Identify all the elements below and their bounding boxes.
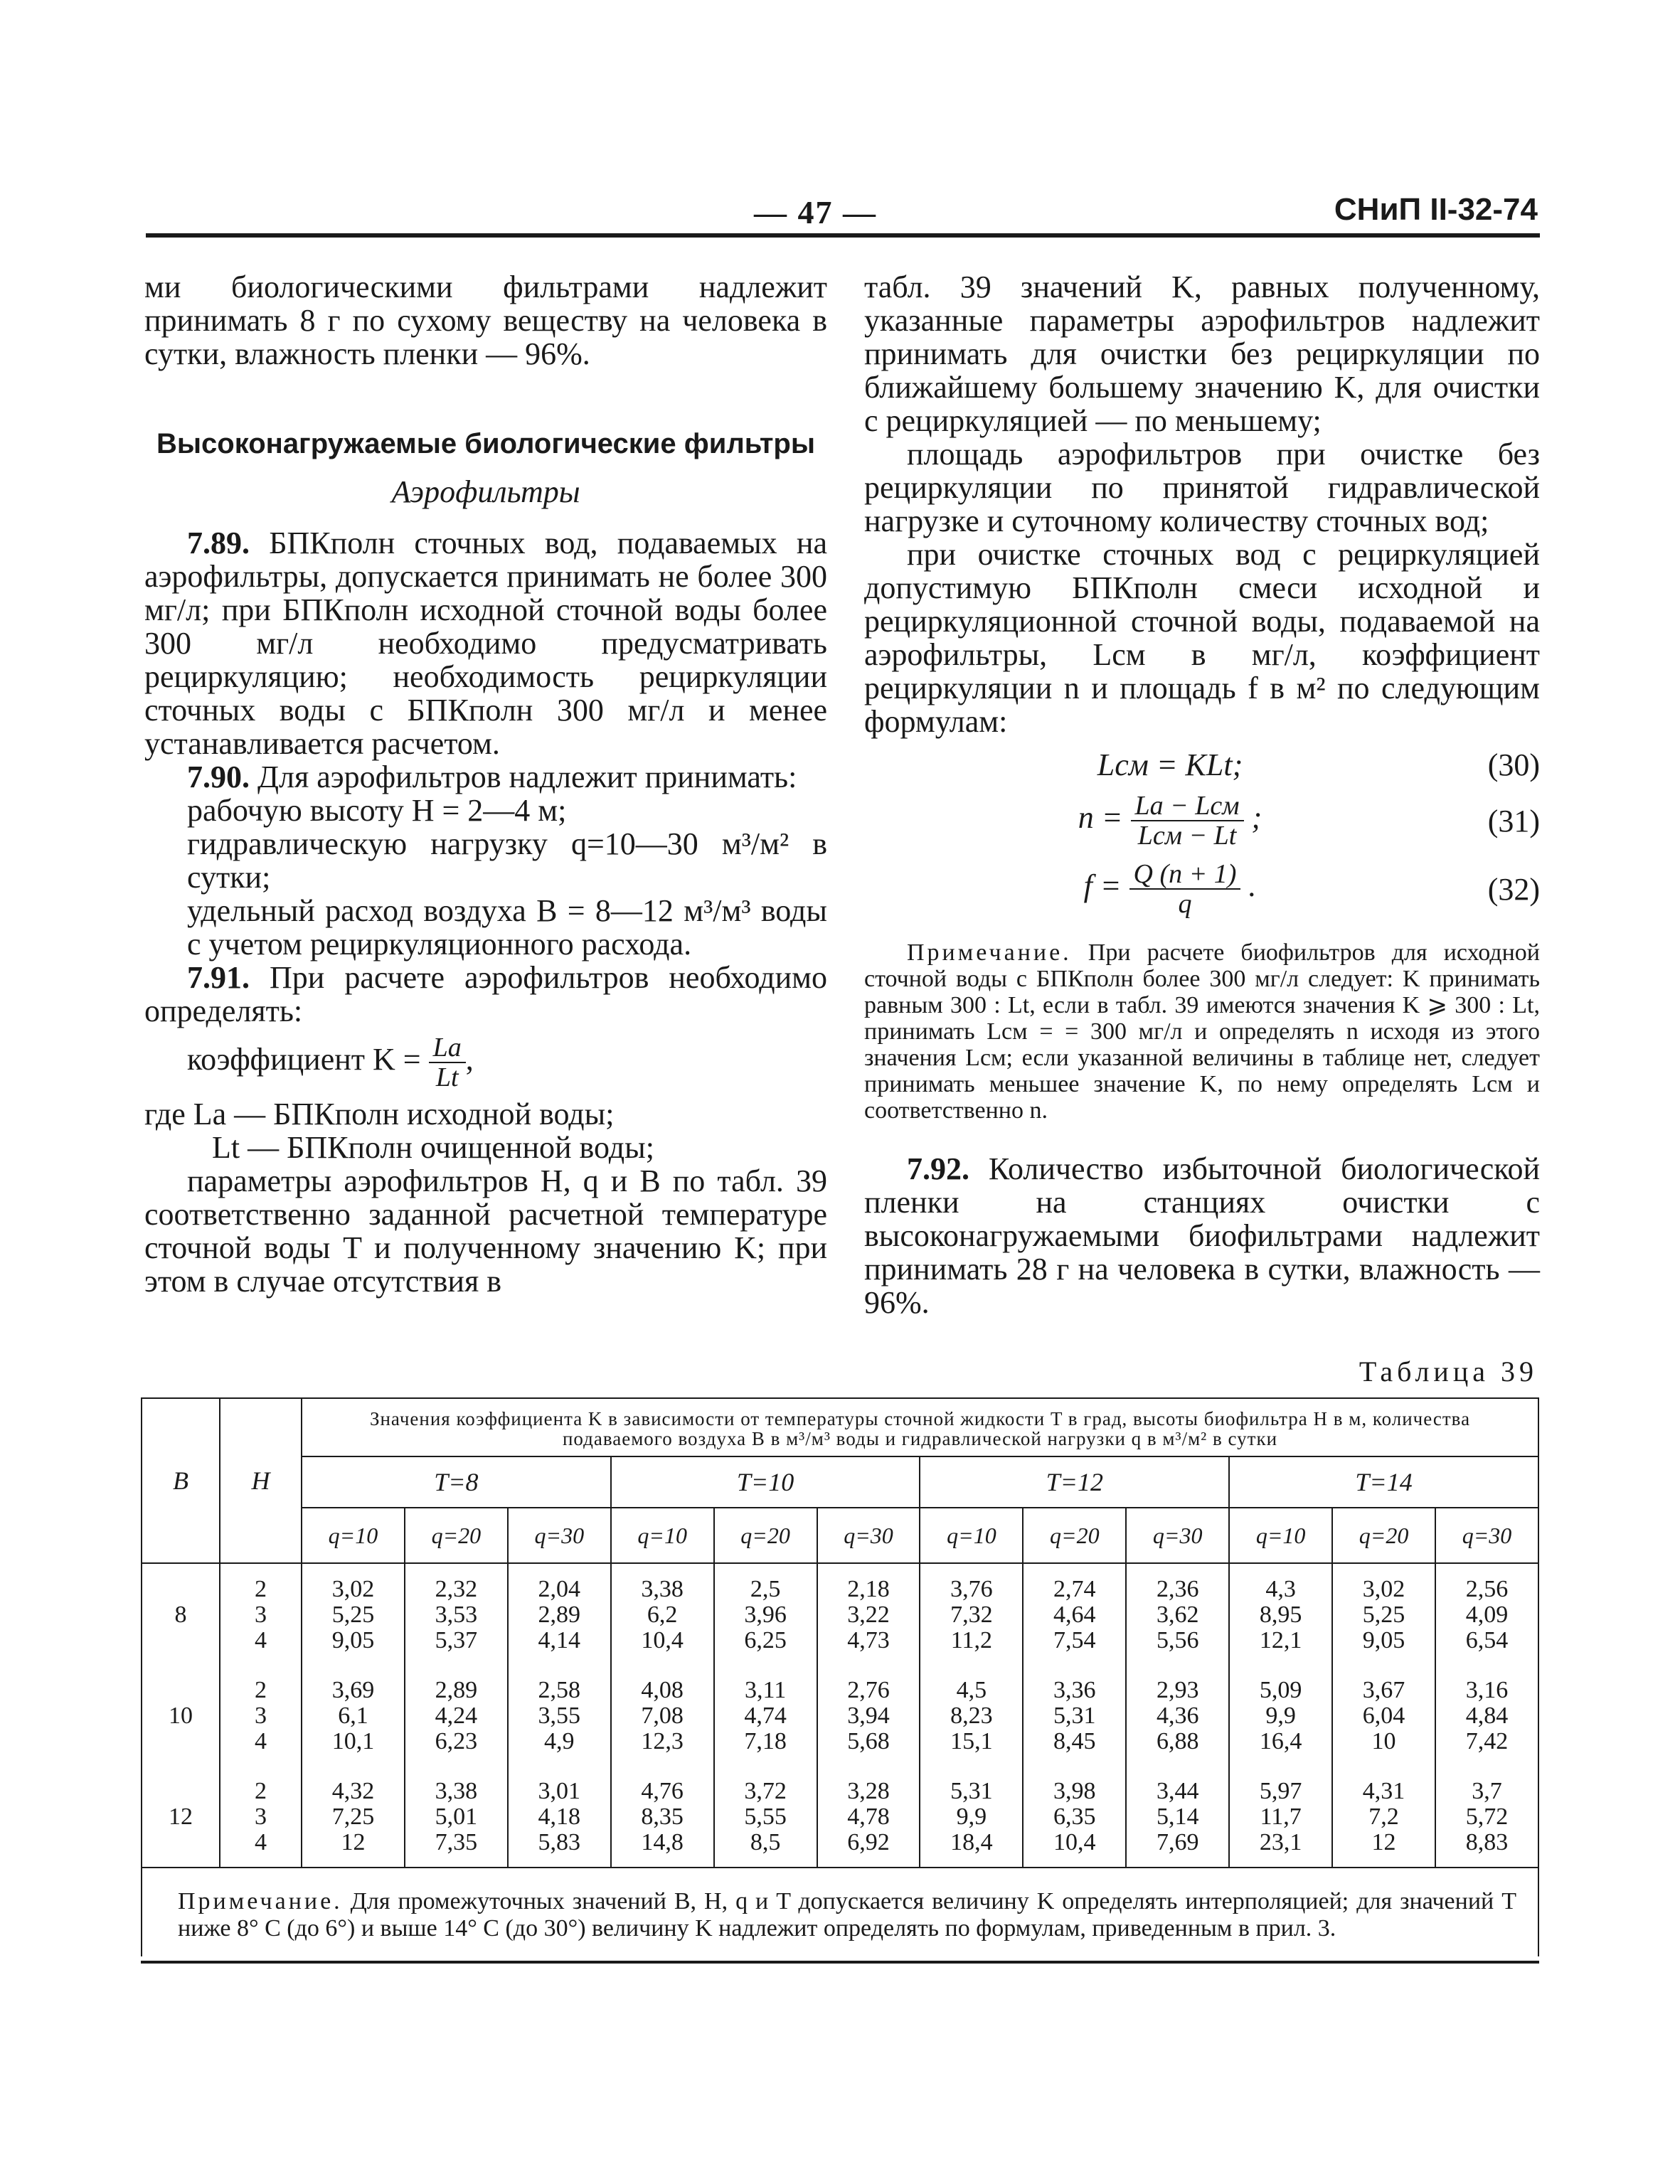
cell-k: [1332, 1563, 1435, 1665]
k-value: 7,69: [1156, 1829, 1199, 1855]
k-value: 8,5: [750, 1829, 781, 1855]
note-label: Примечание.: [907, 939, 1072, 966]
coefficient-formula: коэффициент K = $\frac{La}{Lt}$ ,: [187, 1033, 474, 1092]
k-value: 6,23: [435, 1728, 478, 1754]
k-value: 6,04: [1362, 1703, 1405, 1729]
k-value: 14,8: [641, 1829, 684, 1855]
table-row: [142, 1766, 1538, 1867]
k-value: 5,25: [331, 1602, 375, 1628]
k-value: 5,31: [1053, 1703, 1096, 1729]
k-value: 7,35: [435, 1829, 478, 1855]
k-value: 3,53: [435, 1602, 478, 1628]
cell-k: [405, 1665, 508, 1766]
k-value: 7,18: [744, 1728, 787, 1754]
k-value: 3,11: [744, 1677, 787, 1703]
cell-h-value: 2: [255, 1576, 267, 1602]
clause-number: 7.90.: [187, 760, 250, 794]
cell-k: [1435, 1563, 1538, 1665]
k-value: 5,83: [538, 1829, 581, 1855]
k-value: 8,35: [641, 1804, 684, 1830]
k-value: 3,62: [1156, 1602, 1199, 1628]
k-value: 2,32: [435, 1576, 478, 1602]
clause-text: Количество избыточной биологической пленки на станциях очистки с высоконагружаемыми биофильтрами надлежит принимать 28 г на человека в сутки, влажность — 96%.: [864, 1151, 1540, 1320]
k-value: 4,09: [1465, 1602, 1509, 1628]
k-value: 3,44: [1156, 1778, 1199, 1804]
cell-k: [714, 1665, 817, 1766]
k-value: 9,9: [956, 1804, 987, 1830]
load-header: q=20: [714, 1508, 817, 1563]
cell-k: [1229, 1665, 1332, 1766]
k-value: 4,36: [1156, 1703, 1199, 1729]
load-header: q=10: [302, 1508, 405, 1563]
clause-number: 7.92.: [907, 1151, 969, 1186]
k-value: 4,5: [956, 1677, 987, 1703]
cell-k: [1332, 1665, 1435, 1766]
table-39: [141, 1397, 1539, 1964]
cell-k: [1126, 1563, 1229, 1665]
k-value: 4,08: [641, 1677, 684, 1703]
temperature-header-row: [142, 1456, 1538, 1508]
cell-k: [920, 1665, 1023, 1766]
cell-k: [1435, 1665, 1538, 1766]
load-header: q=10: [611, 1508, 714, 1563]
k-value: 6,2: [647, 1602, 678, 1628]
load-header: q=10: [1229, 1508, 1332, 1563]
cell-h-value: 2: [255, 1778, 267, 1804]
clause-text: БПКполн сточных вод, подаваемых на аэрофильтры, допускается принимать не более 300 мг/л; при БПКполн исходной сточной воды более 300 мг/л необходимо предусматривать рециркуляцию; необходимость рециркуляции сточных воды с БПКполн 300 мг/л и менее устанавливается расчетом.: [144, 526, 827, 761]
formula-32-number: (32): [1487, 871, 1540, 907]
k-value: 3,67: [1362, 1677, 1405, 1703]
fraction-numerator: La − Lсм: [1131, 792, 1244, 821]
cell-h-value: 4: [255, 1627, 267, 1653]
fraction-denominator: Lt: [435, 1062, 459, 1092]
k-value: 9,05: [1362, 1627, 1405, 1653]
cell-k: [302, 1665, 405, 1766]
cell-k: [1023, 1766, 1126, 1867]
k-value: 4,31: [1362, 1778, 1405, 1804]
k-value: 6,1: [338, 1703, 368, 1729]
k-value: 3,98: [1053, 1778, 1096, 1804]
k-value: 10,4: [641, 1627, 684, 1653]
k-value: 3,16: [1465, 1677, 1509, 1703]
cell-h: [220, 1563, 302, 1665]
formula-31: n = $\frac{\text{La − Lсм}}{\text{Lсм − Lt}}$ ; (31): [1078, 791, 1540, 851]
k-value: 4,3: [1265, 1576, 1296, 1602]
where-la: где La — БПКполн исходной воды;: [144, 1097, 615, 1131]
cell-k: [611, 1563, 714, 1665]
k-value: 3,38: [641, 1576, 684, 1602]
formula-31-fraction: [1131, 792, 1244, 850]
cell-k: [611, 1766, 714, 1867]
cell-k: [1332, 1766, 1435, 1867]
temperature-header: T=14: [1229, 1456, 1538, 1508]
k-value: 7,54: [1053, 1627, 1096, 1653]
cell-k: [1435, 1766, 1538, 1867]
k-value: 4,74: [744, 1703, 787, 1729]
clause-7-90-item-height: рабочую высоту H = 2—4 м;: [187, 793, 567, 828]
k-value: 5,72: [1465, 1804, 1509, 1830]
k-value: 8,23: [950, 1703, 993, 1729]
cell-k: [920, 1563, 1023, 1665]
k-value: 4,73: [847, 1627, 890, 1653]
k-value: 5,68: [847, 1728, 890, 1754]
load-header: q=30: [817, 1508, 920, 1563]
k-value: 10: [1371, 1728, 1396, 1754]
clause-text: Для аэрофильтров надлежит принимать:: [257, 760, 797, 794]
cell-k: [1126, 1665, 1229, 1766]
k-value: 3,7: [1472, 1778, 1502, 1804]
cell-k: [302, 1766, 405, 1867]
cell-k: [1023, 1665, 1126, 1766]
k-value: 3,38: [435, 1778, 478, 1804]
cell-k: [714, 1563, 817, 1665]
temperature-header: T=12: [920, 1456, 1229, 1508]
table-bottom-rule: [141, 1961, 1539, 1964]
cell-k: [817, 1665, 920, 1766]
fraction-denominator: q: [1178, 889, 1192, 919]
coefficient-fraction: [429, 1033, 466, 1092]
cell-h-value: 3: [255, 1602, 267, 1628]
k-value: 3,55: [538, 1703, 581, 1729]
load-header-row: [142, 1508, 1538, 1563]
k-value: 4,18: [538, 1804, 581, 1830]
clause-number: 7.89.: [187, 526, 250, 560]
cell-k: [1023, 1563, 1126, 1665]
k-value: 4,84: [1465, 1703, 1509, 1729]
k-value: 18,4: [950, 1829, 993, 1855]
k-value: 6,25: [744, 1627, 787, 1653]
k-value: 7,25: [331, 1804, 375, 1830]
formula-32: f = $\frac{Q (n + 1)}{q}$ . (32): [1083, 859, 1540, 919]
cell-b: 8: [142, 1563, 220, 1665]
clause-number: 7.91.: [187, 960, 250, 995]
k-value: 4,76: [641, 1778, 684, 1804]
k-value: 4,14: [538, 1627, 581, 1653]
k-value: 2,36: [1156, 1576, 1199, 1602]
formula-32-fraction: [1129, 860, 1241, 918]
k-value: 3,72: [744, 1778, 787, 1804]
column-header-b: B: [142, 1398, 220, 1563]
load-header: q=30: [1126, 1508, 1229, 1563]
fraction-numerator: Q (n + 1): [1129, 860, 1241, 890]
table-row: [142, 1665, 1538, 1766]
k-value: 2,89: [435, 1677, 478, 1703]
clause-7-90-item-air: удельный расход воздуха B = 8—12 м³/м³ воды с учетом рециркуляционного расхода.: [187, 893, 827, 962]
k-value: 6,88: [1156, 1728, 1199, 1754]
k-value: 5,14: [1156, 1804, 1199, 1830]
cell-b: 10: [142, 1665, 220, 1766]
cell-k: [714, 1766, 817, 1867]
k-value: 4,32: [331, 1778, 375, 1804]
table-caption: Значения коэффициента K в зависимости от температуры сточной жидкости T в град, высоты биофильтра H в м, количества подаваемого воздуха B в м³/м³ воды и гидравлической нагрузки q в м³/м² в сутки: [302, 1398, 1538, 1456]
k-value: 6,35: [1053, 1804, 1096, 1830]
k-value: 5,37: [435, 1627, 478, 1653]
formula-32-lhs: f =: [1083, 868, 1122, 904]
parameters-paragraph: параметры аэрофильтров H, q и B по табл. 39 соответственно заданной расчетной температуре сточной воды T и полученному значению K; при этом в случае отсутствия в: [144, 1163, 827, 1299]
k-value: 4,64: [1053, 1602, 1096, 1628]
k-value: 2,18: [847, 1576, 890, 1602]
k-value: 3,76: [950, 1576, 993, 1602]
k-value: 2,58: [538, 1677, 581, 1703]
load-header: q=20: [405, 1508, 508, 1563]
k-value: 2,56: [1465, 1576, 1509, 1602]
k-value: 3,01: [538, 1778, 581, 1804]
k-value: 4,24: [435, 1703, 478, 1729]
k-value: 4,9: [544, 1728, 575, 1754]
cell-k: [1229, 1563, 1332, 1665]
fraction-numerator: La: [429, 1033, 466, 1063]
cell-k: [1126, 1766, 1229, 1867]
formula-note: [864, 939, 1540, 1124]
temperature-header: T=10: [611, 1456, 920, 1508]
clause-7-92: [864, 1152, 1540, 1319]
where-lt: Lt — БПКполн очищенной воды;: [212, 1130, 654, 1165]
cell-k: [302, 1563, 405, 1665]
k-value: 12: [341, 1829, 366, 1855]
cell-h: [220, 1766, 302, 1867]
k-value: 5,56: [1156, 1627, 1199, 1653]
k-value: 8,45: [1053, 1728, 1096, 1754]
k-value: 2,76: [847, 1677, 890, 1703]
table-body: [142, 1563, 1538, 1867]
coefficient-label: коэффициент K =: [187, 1042, 421, 1077]
k-value: 5,97: [1259, 1778, 1302, 1804]
k-value: 23,1: [1259, 1829, 1302, 1855]
subsection-title: Аэрофильтры: [391, 474, 580, 509]
table-label: Таблица 39: [1359, 1355, 1538, 1387]
k-value: 12,3: [641, 1728, 684, 1754]
k-value: 3,28: [847, 1778, 890, 1804]
table-note-text: Для промежуточных значений B, H, q и T допускается величину K определять интерполяцией; для значений T ниже 8° C (до 6°) и выше 14° C (до 30°) величину K надлежит определять по формулам, приведенным в прил. 3.: [178, 1888, 1516, 1941]
cell-k: [405, 1766, 508, 1867]
table-note-label: Примечание.: [178, 1888, 343, 1914]
k-value: 2,5: [750, 1576, 781, 1602]
cell-b: 12: [142, 1766, 220, 1867]
table-note: [141, 1867, 1539, 1956]
k-value: 5,01: [435, 1804, 478, 1830]
formula-31-lhs: n =: [1078, 800, 1123, 836]
k-value: 11,7: [1260, 1804, 1302, 1830]
section-title: Высоконагружаемые биологические фильтры: [156, 428, 815, 459]
cell-k: [817, 1766, 920, 1867]
k-value: 8,83: [1465, 1829, 1509, 1855]
k-value: 7,2: [1368, 1804, 1399, 1830]
k-value: 5,31: [950, 1778, 993, 1804]
header-rule: [146, 233, 1540, 238]
load-header: q=20: [1023, 1508, 1126, 1563]
k-value: 5,55: [744, 1804, 787, 1830]
k-value: 2,89: [538, 1602, 581, 1628]
formula-31-number: (31): [1487, 803, 1540, 838]
formula-30-expression: Lсм = KLt;: [1097, 747, 1243, 782]
cell-k: [508, 1766, 611, 1867]
k-value: 9,9: [1265, 1703, 1296, 1729]
clause-7-89: [144, 526, 827, 760]
cell-h-value: 4: [255, 1829, 267, 1855]
fraction-denominator: Lсм − Lt: [1137, 821, 1237, 851]
k-value: 5,25: [1362, 1602, 1405, 1628]
k-value: 3,02: [1362, 1576, 1405, 1602]
formula-30: [864, 748, 1540, 782]
cell-k: [508, 1665, 611, 1766]
k-value: 3,96: [744, 1602, 787, 1628]
k-value: 7,08: [641, 1703, 684, 1729]
right-continuation-paragraph: табл. 39 значений K, равных полученному, указанные параметры аэрофильтров надлежит принимать для очистки без рециркуляции по ближайшему большему значению K, для очистки с рециркуляцией — по меньшему;: [864, 270, 1540, 438]
temperature-header: T=8: [302, 1456, 611, 1508]
k-value: 3,36: [1053, 1677, 1096, 1703]
clause-7-90-item-load: гидравлическую нагрузку q=10—30 м³/м² в сутки;: [187, 826, 827, 895]
clause-7-90: [144, 760, 827, 794]
load-header: q=20: [1332, 1508, 1435, 1563]
table-row: [142, 1563, 1538, 1665]
clause-text: При расчете аэрофильтров необходимо определять:: [144, 960, 827, 1028]
k-value: 3,22: [847, 1602, 890, 1628]
cell-k: [405, 1563, 508, 1665]
load-header: q=10: [920, 1508, 1023, 1563]
cell-k: [920, 1766, 1023, 1867]
k-value: 11,2: [950, 1627, 993, 1653]
load-header: q=30: [508, 1508, 611, 1563]
k-value: 6,54: [1465, 1627, 1509, 1653]
k-value: 10,4: [1053, 1829, 1096, 1855]
cell-h-value: 4: [255, 1728, 267, 1754]
left-continuation-paragraph: ми биологическими фильтрами надлежит принимать 8 г по сухому веществу на человека в сутки, влажность пленки — 96%.: [144, 270, 827, 371]
k-value: 7,42: [1465, 1728, 1509, 1754]
formula-30-number: (30): [1487, 747, 1540, 782]
k-value: 3,69: [331, 1677, 375, 1703]
cell-h-value: 2: [255, 1677, 267, 1703]
k-value: 10,1: [331, 1728, 375, 1754]
cell-h-value: 3: [255, 1703, 267, 1729]
page-number: — 47 —: [754, 194, 877, 230]
k-value: 12,1: [1259, 1627, 1302, 1653]
right-column: [864, 270, 1540, 1319]
cell-k: [1229, 1766, 1332, 1867]
k-value: 3,94: [847, 1703, 890, 1729]
note-text: При расчете биофильтров для исходной сточной воды с БПКполн более 300 мг/л следует: K принимать равным 300 : Lt, если в табл. 39 имеются значения K ⩾ 300 : Lt, принимать Lсм = = 300 мг/л и определять n исходя из этого значения Lсм; если указанной величины в таблице нет, следует принимать меньшее значение K, по нему определять Lсм и соответственно n.: [864, 939, 1540, 1124]
k-value: 8,95: [1259, 1602, 1302, 1628]
k-value: 15,1: [950, 1728, 993, 1754]
k-value: 3,02: [331, 1576, 375, 1602]
area-paragraph: площадь аэрофильтров при очистке без рециркуляции по принятой гидравлической нагрузке и суточному количеству сточных вод;: [864, 437, 1540, 538]
coefficient-table: [141, 1397, 1539, 1867]
k-value: 2,04: [538, 1576, 581, 1602]
clause-7-91: [144, 961, 827, 1028]
column-header-h: H: [220, 1398, 302, 1563]
k-value: 9,05: [331, 1627, 375, 1653]
k-value: 2,74: [1053, 1576, 1096, 1602]
cell-h: [220, 1665, 302, 1766]
k-value: 7,32: [950, 1602, 993, 1628]
load-header: q=30: [1435, 1508, 1538, 1563]
cell-k: [508, 1563, 611, 1665]
recirculation-paragraph: при очистке сточных вод с рециркуляцией допустимую БПКполн смеси исходной и рециркуляционной сточной воды, подаваемой на аэрофильтры, Lсм в мг/л, коэффициент рециркуляции n и площадь f в м² по следующим формулам:: [864, 537, 1540, 739]
k-value: 6,92: [847, 1829, 890, 1855]
cell-h-value: 3: [255, 1804, 267, 1830]
cell-k: [817, 1563, 920, 1665]
k-value: 5,09: [1259, 1677, 1302, 1703]
k-value: 12: [1371, 1829, 1396, 1855]
cell-k: [611, 1665, 714, 1766]
k-value: 4,78: [847, 1804, 890, 1830]
k-value: 16,4: [1259, 1728, 1302, 1754]
k-value: 2,93: [1156, 1677, 1199, 1703]
document-code: СНиП II-32-74: [1334, 192, 1538, 227]
left-column: [144, 270, 827, 1298]
